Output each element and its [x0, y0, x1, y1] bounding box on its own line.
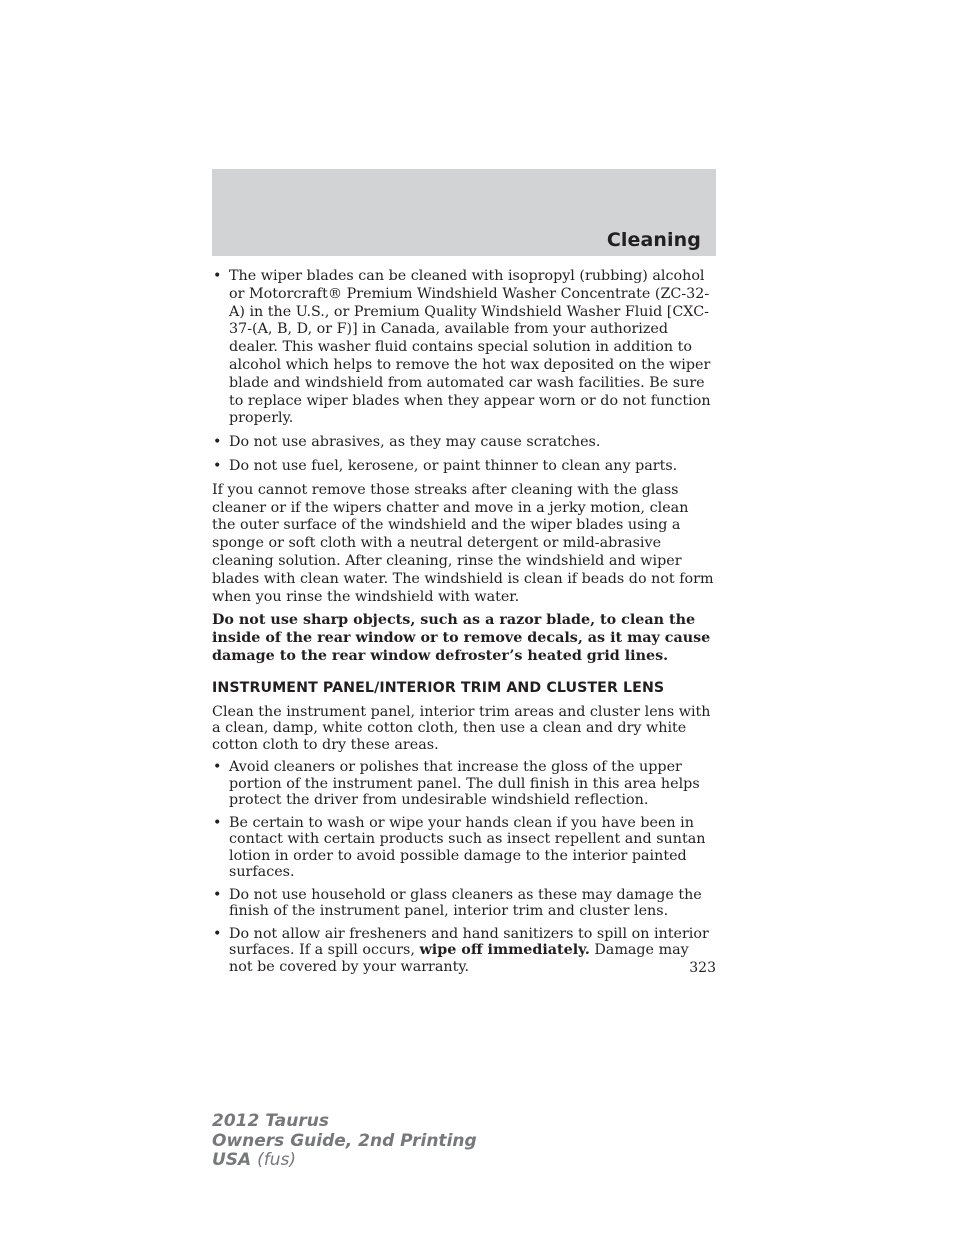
- list-item-text: Do not allow air fresheners and hand sanitizers to spill on interior surfaces. If a spill occurs,: [229, 925, 709, 959]
- list-item: • Do not use fuel, kerosene, or paint thinner to clean any parts.: [212, 458, 716, 476]
- footer-market-code: (fus): [257, 1150, 297, 1170]
- warning-text: Do not use sharp objects, such as a razor blade, to clean the inside of the rear window or to remove decals, as it may cause damage to the rear window defroster’s heated grid lines.: [212, 612, 711, 664]
- list-item: [212, 926, 716, 976]
- list-item: • Do not use abrasives, as they may cause scratches.: [212, 434, 716, 452]
- emphasis-text: wipe off immediately.: [419, 942, 590, 959]
- interior-bullet-list: [212, 759, 716, 975]
- footer-model: 2012 Taurus: [212, 1111, 329, 1131]
- list-item: • The wiper blades can be cleaned with isopropyl (rubbing) alcohol or Motorcraft® Premium Windshield Washer Concentrate (ZC-32-A) in the U.S., or Premium Quality Windshield Washer Fluid [CXC-37-(A, B, D, or F)] in Canada, available from your authorized dealer. This washer fluid contains special solution in addition to alcohol which helps to remove the hot wax deposited on the wiper blade and windshield from automated car wash facilities. Be sure to replace wiper blades when they appear worn or do not function properly.: [212, 268, 716, 428]
- wiper-bullet-list: [212, 268, 716, 476]
- footer-imprint: [212, 1112, 477, 1171]
- streaks-paragraph: If you cannot remove those streaks after cleaning with the glass cleaner or if the wipers chatter and move in a jerky motion, clean the outer surface of the windshield and the wiper blades using a sponge or soft cloth with a neutral detergent or mild-abrasive cleaning solution. After cleaning, rinse the windshield and wiper blades with clean water. The windshield is clean if beads do not form when you rinse the windshield with water.: [212, 481, 714, 605]
- page-number: 323: [689, 960, 716, 976]
- section-header-band: [212, 169, 716, 256]
- section-intro: Clean the instrument panel, interior trim areas and cluster lens with a clean, damp, white cotton cloth, then use a clean and dry white cotton cloth to dry these areas.: [212, 703, 711, 753]
- list-item: • Do not use household or glass cleaners as these may damage the finish of the instrument panel, interior trim and cluster lens.: [212, 887, 716, 920]
- section-heading: INSTRUMENT PANEL/INTERIOR TRIM AND CLUSTER LENS: [212, 679, 665, 696]
- list-item: • Be certain to wash or wipe your hands clean if you have been in contact with certain products such as insect repellent and suntan lotion in order to avoid possible damage to the interior painted surfaces.: [212, 815, 716, 881]
- footer-market: [212, 1151, 477, 1171]
- list-item: • Avoid cleaners or polishes that increase the gloss of the upper portion of the instrument panel. The dull finish in this area helps protect the driver from undesirable windshield reflection.: [212, 759, 716, 809]
- page-content: [212, 268, 716, 981]
- section-title: Cleaning: [606, 229, 701, 251]
- footer-market-name: USA: [212, 1150, 252, 1170]
- footer-guide: Owners Guide, 2nd Printing: [212, 1130, 477, 1151]
- list-item-text: Damage may not be covered by your warranty.: [229, 942, 689, 975]
